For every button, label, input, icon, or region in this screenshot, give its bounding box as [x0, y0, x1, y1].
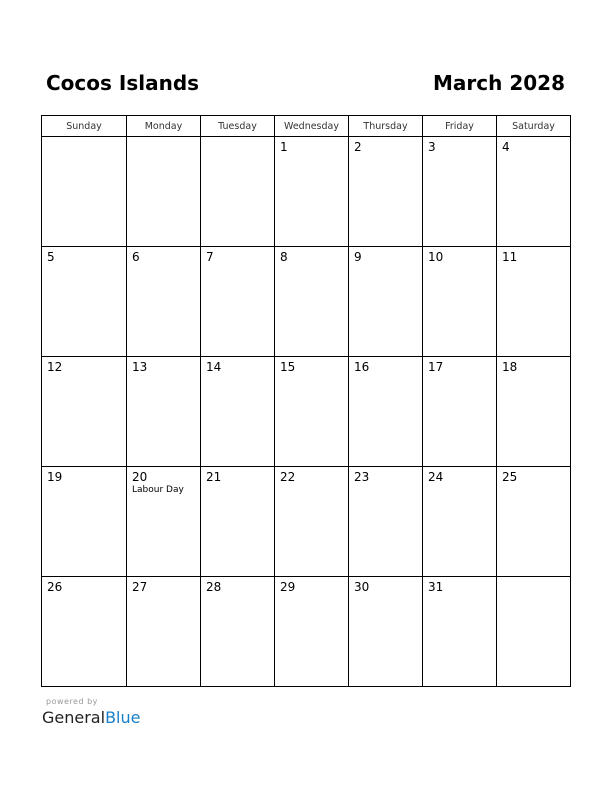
day-number: 10 — [428, 250, 444, 264]
logo-general-text: General — [42, 708, 106, 727]
day-number — [42, 137, 126, 140]
day-cell — [349, 137, 423, 247]
day-cell — [127, 577, 201, 687]
day-number: 19 — [47, 470, 63, 484]
day-number: 28 — [206, 580, 222, 594]
weekday-header-row — [42, 116, 571, 137]
week-row — [42, 357, 571, 467]
weekday-header: Saturday — [497, 116, 571, 137]
day-number: 20 — [132, 470, 148, 484]
day-number: 21 — [206, 470, 222, 484]
day-cell — [497, 577, 571, 687]
day-cell — [42, 247, 127, 357]
day-cell — [127, 247, 201, 357]
day-cell — [275, 137, 349, 247]
day-cell — [423, 247, 497, 357]
calendar-grid — [41, 115, 571, 687]
day-number: 5 — [47, 250, 55, 264]
day-cell — [497, 247, 571, 357]
week-row — [42, 467, 571, 577]
day-number: 6 — [132, 250, 140, 264]
day-number: 26 — [47, 580, 63, 594]
day-number: 23 — [354, 470, 370, 484]
day-cell — [349, 467, 423, 577]
day-cell — [127, 137, 201, 247]
weekday-header: Monday — [127, 116, 201, 137]
week-row — [42, 137, 571, 247]
day-number: 17 — [428, 360, 444, 374]
day-cell — [349, 577, 423, 687]
day-number: 9 — [354, 250, 362, 264]
logo-blue-text: Blue — [105, 708, 141, 727]
day-number: 16 — [354, 360, 370, 374]
day-number — [127, 137, 200, 140]
week-row — [42, 247, 571, 357]
day-number: 31 — [428, 580, 444, 594]
day-number: 7 — [206, 250, 214, 264]
day-cell — [201, 467, 275, 577]
day-cell — [127, 357, 201, 467]
day-cell — [42, 357, 127, 467]
day-cell — [423, 137, 497, 247]
day-number: 25 — [502, 470, 518, 484]
day-cell — [423, 467, 497, 577]
day-cell — [349, 357, 423, 467]
day-number: 29 — [280, 580, 296, 594]
day-number: 22 — [280, 470, 296, 484]
day-number: 15 — [280, 360, 296, 374]
day-number: 4 — [502, 140, 510, 154]
day-number: 1 — [280, 140, 288, 154]
powered-by-label: powered by — [46, 697, 98, 706]
day-cell — [275, 357, 349, 467]
day-cell — [42, 467, 127, 577]
day-number: 24 — [428, 470, 444, 484]
day-number: 13 — [132, 360, 148, 374]
day-cell — [275, 577, 349, 687]
day-cell — [42, 577, 127, 687]
day-number — [201, 137, 274, 140]
day-cell — [423, 357, 497, 467]
day-number: 30 — [354, 580, 370, 594]
day-number: 2 — [354, 140, 362, 154]
day-number: 18 — [502, 360, 518, 374]
day-cell — [497, 357, 571, 467]
weekday-header: Sunday — [42, 116, 127, 137]
day-cell — [201, 357, 275, 467]
holiday-label: Labour Day — [132, 485, 184, 495]
day-number: 3 — [428, 140, 436, 154]
day-cell — [275, 467, 349, 577]
day-cell — [497, 137, 571, 247]
day-cell — [127, 467, 201, 577]
day-cell — [423, 577, 497, 687]
day-number: 11 — [502, 250, 518, 264]
week-row — [42, 577, 571, 687]
weekday-header: Tuesday — [201, 116, 275, 137]
weekday-header: Wednesday — [275, 116, 349, 137]
weekday-header: Thursday — [349, 116, 423, 137]
day-number — [497, 577, 570, 580]
day-number: 12 — [47, 360, 63, 374]
day-cell — [201, 247, 275, 357]
day-number: 27 — [132, 580, 148, 594]
day-cell — [201, 577, 275, 687]
day-number: 8 — [280, 250, 288, 264]
day-number: 14 — [206, 360, 222, 374]
day-cell — [275, 247, 349, 357]
calendar-month-title: March 2028 — [433, 71, 565, 95]
day-cell — [42, 137, 127, 247]
weekday-header: Friday — [423, 116, 497, 137]
day-cell — [497, 467, 571, 577]
generalblue-logo[interactable] — [42, 708, 140, 727]
calendar-country-title: Cocos Islands — [46, 71, 200, 95]
day-cell — [349, 247, 423, 357]
day-cell — [201, 137, 275, 247]
